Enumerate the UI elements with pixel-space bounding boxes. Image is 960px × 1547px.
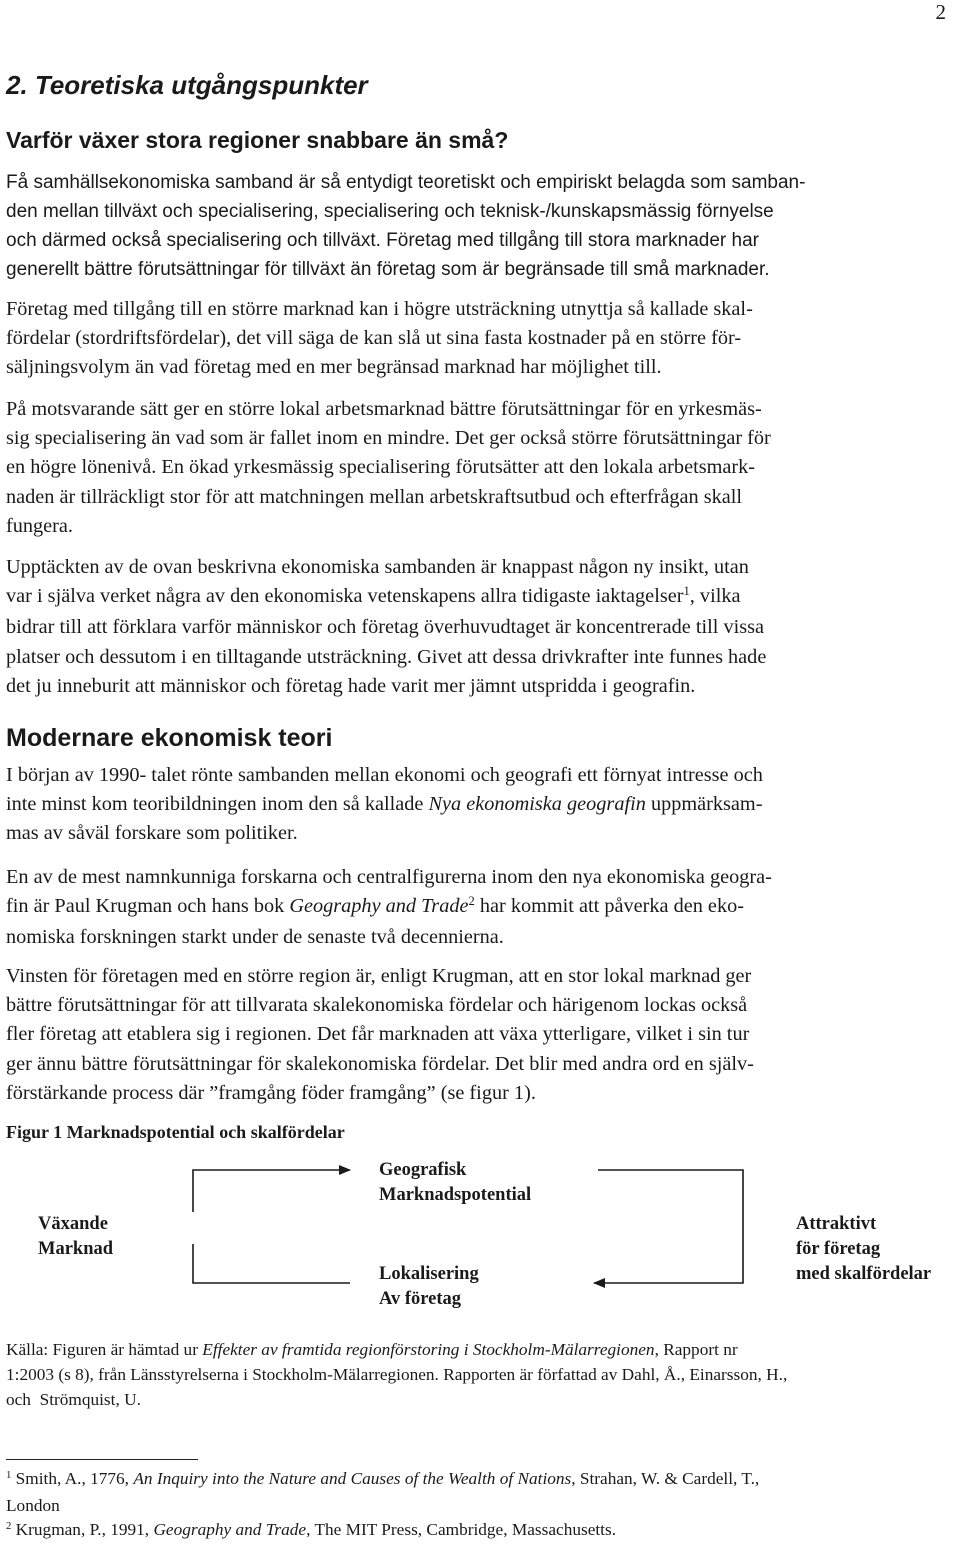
text-line: platser och dessutom i en tilltagande utsträckning. Givet att dessa drivkrafter inte funnes hade	[6, 645, 767, 668]
footnotes	[6, 1467, 759, 1545]
text-fragment: inte minst kom teoribildningen inom den så kallade	[6, 793, 429, 816]
text-line: fungera.	[6, 514, 74, 537]
text-line: Få samhällsekonomiska samband är så entydigt teoretiskt och empiriskt belagda som samban-	[6, 172, 806, 193]
text-line: I början av 1990- talet rönte sambanden mellan ekonomi och geografi ett förnyat intresse och	[6, 764, 763, 786]
text-fragment: , vilka	[689, 585, 741, 608]
footnote-ref-2[interactable]: 2	[468, 894, 475, 909]
footnote-ref-1[interactable]: 1	[683, 584, 690, 599]
paragraph-krugman	[6, 863, 958, 953]
text-fragment: , Strahan, W. & Cardell, T.,	[571, 1469, 760, 1488]
text-line: generellt bättre förutsättningar för tillväxt än företag som är begränsade till små marknader.	[6, 259, 770, 280]
paragraph-self-reinforcing	[6, 962, 958, 1108]
text-line: och därmed också specialisering och tillväxt. Företag med tillgång till stora marknader har	[6, 230, 759, 251]
text-line: och Strömquist, U.	[6, 1390, 141, 1409]
footnote-divider	[6, 1459, 198, 1460]
text-line: naden är tillräckligt stor för att matchningen mellan arbetskraftsutbud och efterfrågan skall	[6, 485, 743, 508]
paragraph-1990s	[6, 761, 958, 849]
footnote-2	[6, 1518, 759, 1545]
node-line: för företag	[796, 1239, 881, 1259]
report-title: Effekter av framtida regionförstoring i Stockholm-Mälarregionen	[202, 1340, 655, 1359]
node-line: Geografisk	[379, 1160, 467, 1180]
chapter-title: 2. Teoretiska utgångspunkter	[6, 70, 368, 100]
text-line	[6, 892, 958, 923]
node-company-location	[379, 1262, 479, 1312]
footnote-number: 1	[6, 1469, 12, 1482]
paragraph-scale-advantages	[6, 295, 958, 383]
figure-caption: Figur 1 Marknadspotential och skalfördelar	[6, 1122, 345, 1142]
text-line: nomiska forskningen starkt under de senaste två decennierna.	[6, 926, 504, 949]
text-line: bättre förutsättningar för att tillvarata skalekonomiska fördelar och härigenom lockas också	[6, 994, 748, 1017]
node-attractive-companies	[796, 1212, 931, 1287]
section-heading-modern-theory: Modernare ekonomisk teori	[6, 724, 333, 752]
text-line: Vinsten för företagen med en större region är, enligt Krugman, att en stor lokal marknad ger	[6, 965, 752, 987]
arrow-bottom-left	[193, 1244, 350, 1283]
paragraph-discovery	[6, 553, 958, 701]
text-line	[6, 1337, 787, 1362]
footnote-1-continued: London	[6, 1495, 60, 1515]
text-line: sig specialisering än vad som är fallet inom en mindre. Det ger också större förutsättningar för	[6, 427, 771, 450]
book-title: Geography and Trade	[289, 895, 469, 918]
node-line: Växande	[38, 1214, 108, 1234]
section-heading-regions: Varför växer stora regioner snabbare än små?	[6, 127, 509, 153]
text-fragment: , Rapport nr	[654, 1340, 738, 1359]
book-title: An Inquiry into the Nature and Causes of the Wealth of Nations	[133, 1469, 572, 1488]
footnote-number: 2	[6, 1520, 12, 1533]
text-fragment: Krugman, P., 1991,	[11, 1520, 154, 1539]
text-line: ger ännu bättre förutsättningar för skalekonomiska fördelar. Det blir med andra ord en själv-	[6, 1052, 754, 1075]
node-growing-market	[38, 1212, 113, 1262]
node-line: Marknadspotential	[379, 1185, 532, 1205]
text-line: 1:2003 (s 8), från Länsstyrelserna i Stockholm-Mälarregionen. Rapporten är författad av Dahl, Å., Einarsson, H.,	[6, 1365, 788, 1384]
text-line: bidrar till att förklara varför människor och företag överhuvudtaget är koncentrerade till vissa	[6, 616, 765, 639]
text-line: förstärkande process där ”framgång föder framgång” (se figur 1).	[6, 1081, 536, 1104]
footnote-1	[6, 1467, 759, 1494]
page-number: 2	[935, 0, 946, 24]
text-fragment: , The MIT Press, Cambridge, Massachusetts.	[306, 1520, 617, 1539]
text-fragment: Källa: Figuren är hämtad ur	[6, 1340, 203, 1359]
text-fragment: Smith, A., 1776,	[11, 1469, 134, 1488]
node-market-potential	[379, 1158, 531, 1208]
text-line: En av de mest namnkunniga forskarna och centralfigurerna inom den nya ekonomiska geogra-	[6, 866, 772, 888]
arrow-top	[193, 1170, 350, 1212]
emphasis-text: Nya ekonomiska geografin	[428, 793, 646, 816]
node-line: Av företag	[379, 1289, 462, 1309]
paragraph-labour-market	[6, 395, 958, 541]
node-line: Attraktivt	[796, 1214, 877, 1234]
text-fragment: fin är Paul Krugman och hans bok	[6, 895, 290, 918]
text-line	[6, 790, 958, 819]
text-line: fördelar (stordriftsfördelar), det vill säga de kan slå ut sina fasta kostnader på en större för-	[6, 327, 742, 350]
figure-source	[6, 1337, 787, 1412]
node-line: med skalfördelar	[796, 1264, 932, 1284]
text-line: en högre lönenivå. En ökad yrkesmässig specialisering förutsätter att den lokala arbetsmark-	[6, 456, 756, 479]
text-fragment: uppmärksam-	[645, 793, 763, 816]
text-line: Företag med tillgång till en större marknad kan i högre utsträckning utnyttja så kallade skal-	[6, 298, 753, 320]
paragraph-growth-specialisation	[6, 168, 958, 284]
text-fragment: var i själva verket några av den ekonomiska vetenskapens allra tidigaste iaktagelser	[6, 585, 684, 608]
text-line: Upptäckten av de ovan beskrivna ekonomiska sambanden är knappast någon ny insikt, utan	[6, 556, 749, 578]
text-line: det ju inneburit att människor och företag hade varit mer jämnt utspridda i geografin.	[6, 674, 696, 697]
text-line: mas av såväl forskare som politiker.	[6, 822, 298, 845]
text-fragment: har kommit att påverka den eko-	[474, 895, 744, 918]
arrow-right-loop	[594, 1170, 743, 1283]
node-line: Marknad	[38, 1239, 114, 1259]
text-line	[6, 582, 958, 613]
text-line: På motsvarande sätt ger en större lokal arbetsmarknad bättre förutsättningar för en yrkesmäs-	[6, 398, 762, 420]
text-line: fler företag att etablera sig i regionen. Det får marknaden att växa ytterligare, vilket i sin tur	[6, 1023, 750, 1046]
text-line: den mellan tillväxt och specialisering, specialisering och teknisk-/kunskapsmässig förnyelse	[6, 201, 774, 222]
book-title: Geography and Trade	[153, 1520, 307, 1539]
text-line: säljningsvolym än vad företag med en mer begränsad marknad har möjlighet till.	[6, 356, 662, 379]
node-line: Lokalisering	[379, 1264, 479, 1284]
figure-diagram	[0, 1150, 960, 1325]
